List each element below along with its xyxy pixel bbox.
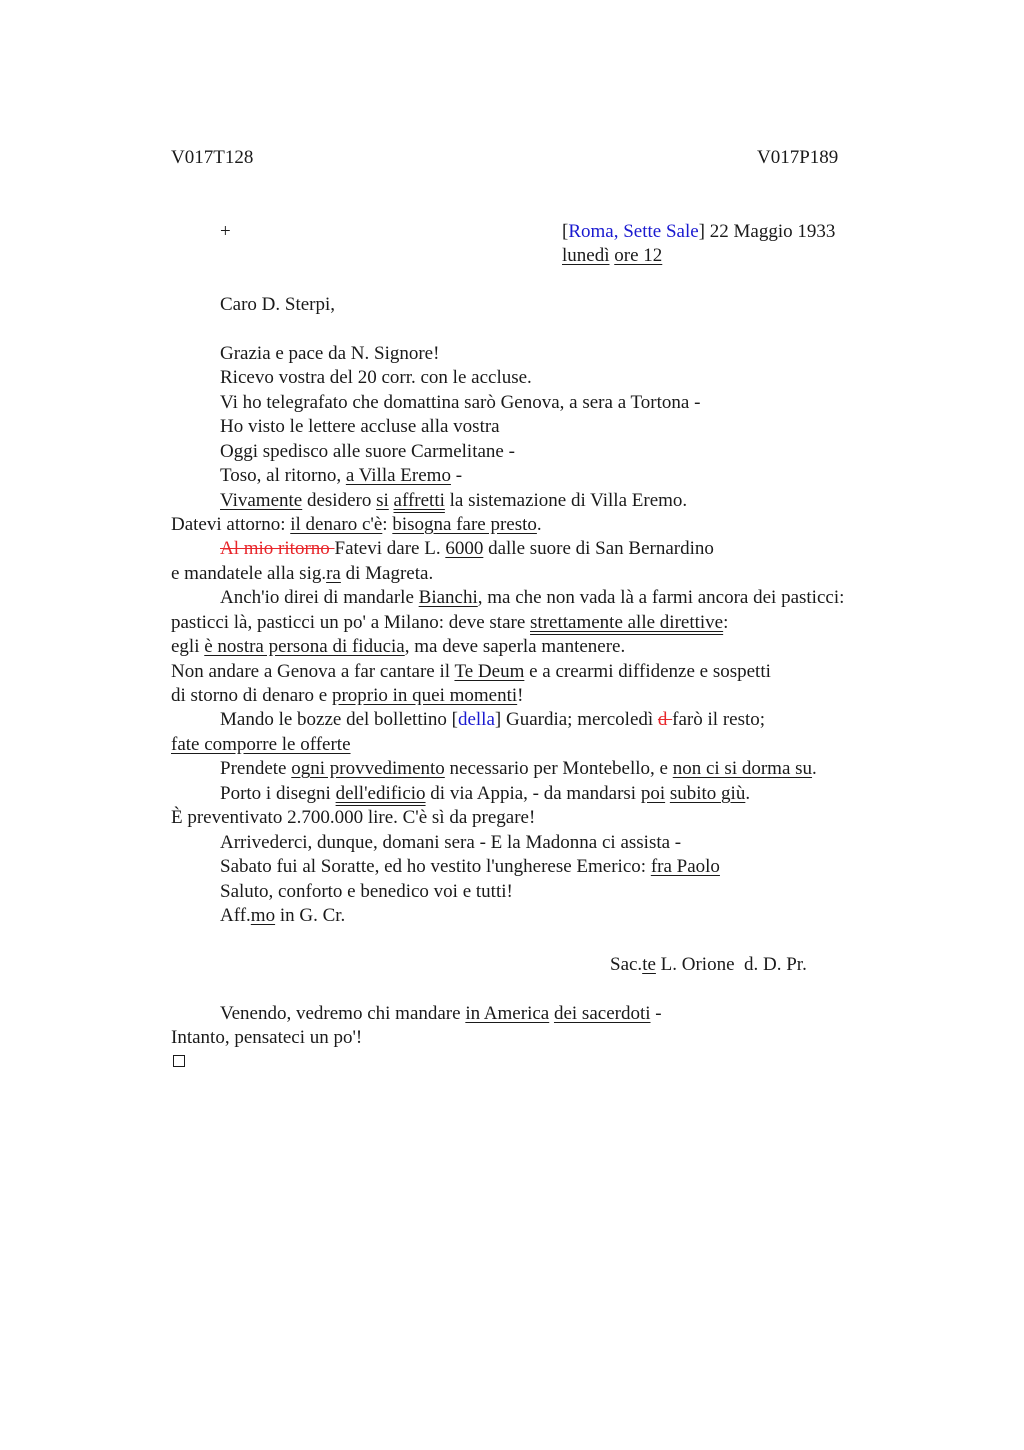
body-line — [220, 904, 345, 928]
dateline — [562, 220, 835, 244]
body-line — [220, 855, 720, 879]
text-run: di storno di denaro e — [171, 685, 332, 706]
text-run: Fatevi dare L. — [334, 538, 446, 559]
text-run: Aff. — [220, 905, 251, 926]
body-line — [220, 489, 687, 513]
underlined-text: fate comporre le offerte — [171, 734, 351, 755]
text-run: pasticci là, pasticci un po' a Milano: deve stare — [171, 612, 531, 633]
underlined-text: dei sacerdoti — [553, 1003, 651, 1024]
body-line — [220, 708, 765, 732]
body-line — [220, 757, 817, 781]
double-underlined-text: affretti — [393, 490, 445, 511]
text-run: farò il resto; — [672, 709, 766, 730]
text-run: L. Orione d. D. Pr. — [655, 954, 807, 975]
underlined-text: a Villa Eremo — [345, 465, 451, 486]
text-run: ! — [517, 685, 524, 706]
text-run: Porto i disegni — [220, 783, 336, 804]
underlined-text: il denaro c'è — [290, 514, 383, 535]
place-name: Roma, Sette Sale — [568, 221, 699, 242]
body-line — [220, 782, 750, 806]
body-line — [171, 660, 771, 684]
body-line: È preventivato 2.700.000 lire. C'è sì da pregare! — [171, 807, 536, 828]
text-run: Toso, al ritorno, — [220, 465, 346, 486]
body-line — [220, 586, 844, 610]
body-line — [171, 562, 433, 586]
text-run: Mando le bozze del bollettino [ — [220, 709, 458, 730]
body-line — [171, 684, 524, 708]
text-run: , ma che non vada là a farmi ancora dei pasticci: — [477, 587, 845, 608]
body-line: Vi ho telegrafato che domattina sarò Genova, a sera a Tortona - — [220, 392, 701, 413]
underlined-text: ra — [326, 563, 341, 584]
underlined-text: si — [376, 490, 389, 511]
body-line — [220, 464, 462, 488]
letter-date: 22 Maggio 1933 — [705, 221, 836, 242]
text-run: Sac. — [610, 954, 643, 975]
text-run: Datevi attorno: — [171, 514, 291, 535]
text-run: Sabato fui al Soratte, ed ho vestito l'ungherese Emerico: — [220, 856, 651, 877]
underlined-text: bisogna fare presto — [392, 514, 537, 535]
underlined-text: te — [642, 954, 656, 975]
text-run: necessario per Montebello, e — [444, 758, 673, 779]
text-run: dalle suore di San Bernardino — [483, 538, 714, 559]
bracket-close: ] — [698, 221, 705, 242]
text-run: di via Appia, - da mandarsi — [425, 783, 641, 804]
underlined-text: Te Deum — [454, 661, 525, 682]
text-run: . — [536, 514, 542, 535]
body-line — [220, 537, 714, 561]
underlined-text: è nostra persona di fiducia — [204, 636, 405, 657]
editorial-insertion: della — [457, 709, 495, 730]
text-run: in G. Cr. — [275, 905, 346, 926]
document-code-left: V017T128 — [171, 147, 254, 168]
text-run: egli — [171, 636, 205, 657]
underlined-text: Bianchi — [418, 587, 478, 608]
deleted-text: Al mio ritorno — [220, 538, 335, 559]
double-underlined-text: dell'edificio — [335, 783, 426, 804]
text-run: . — [745, 783, 751, 804]
text-run: e mandatele alla sig. — [171, 563, 327, 584]
signature — [610, 953, 807, 977]
text-run: Prendete — [220, 758, 292, 779]
body-line: Grazia e pace da N. Signore! — [220, 343, 440, 364]
text-run: ] Guardia; mercoledì — [494, 709, 658, 730]
underlined-text: in America — [465, 1003, 550, 1024]
body-line — [171, 635, 625, 659]
body-line: Saluto, conforto e benedico voi e tutti! — [220, 881, 513, 902]
underlined-text: Vivamente — [220, 490, 303, 511]
underlined-text: ogni provvedimento — [291, 758, 445, 779]
underlined-text: proprio in quei momenti — [331, 685, 518, 706]
deleted-text: d — [657, 709, 673, 730]
body-line: Oggi spedisco alle suore Carmelitane - — [220, 441, 515, 462]
text-run: Non andare a Genova a far cantare il — [171, 661, 455, 682]
text-run: : — [382, 514, 393, 535]
underlined-text: 6000 — [445, 538, 484, 559]
text-run: Venendo, vedremo chi mandare — [220, 1003, 466, 1024]
body-line: Ricevo vostra del 20 corr. con le accluse. — [220, 367, 532, 388]
bracket-open: [ — [562, 221, 569, 242]
underlined-text: subito giù — [669, 783, 746, 804]
weekday: lunedì — [562, 245, 610, 266]
end-marker-box — [173, 1055, 185, 1067]
postscript-line — [220, 1002, 662, 1026]
body-line — [171, 513, 542, 537]
body-line — [171, 733, 351, 757]
cross-symbol: + — [220, 221, 231, 242]
text-run: Anch'io direi di mandarle — [220, 587, 419, 608]
day-time-line — [562, 244, 662, 268]
text-run: la sistemazione di Villa Eremo. — [444, 490, 688, 511]
underlined-text: non ci si dorma su — [672, 758, 813, 779]
text-run: - — [450, 465, 463, 486]
underlined-text: fra Paolo — [650, 856, 720, 877]
document-code-right: V017P189 — [757, 147, 839, 168]
text-run: . — [812, 758, 817, 779]
text-run: , ma deve saperla mantenere. — [404, 636, 626, 657]
text-run: desidero — [302, 490, 377, 511]
hour: ore 12 — [614, 245, 663, 266]
body-line: Ho visto le lettere accluse alla vostra — [220, 416, 500, 437]
postscript-line: Intanto, pensateci un po'! — [171, 1027, 363, 1048]
underlined-text: poi — [640, 783, 666, 804]
body-line — [171, 611, 728, 635]
text-run: : — [723, 612, 729, 633]
text-run: di Magreta. — [340, 563, 434, 584]
body-line: Arrivederci, dunque, domani sera - E la Madonna ci assista - — [220, 832, 682, 853]
text-run: e a crearmi diffidenze e sospetti — [524, 661, 771, 682]
double-underlined-text: strettamente alle direttive — [530, 612, 724, 633]
text-run: - — [650, 1003, 662, 1024]
underlined-text: mo — [250, 905, 276, 926]
greeting: Caro D. Sterpi, — [220, 294, 336, 315]
